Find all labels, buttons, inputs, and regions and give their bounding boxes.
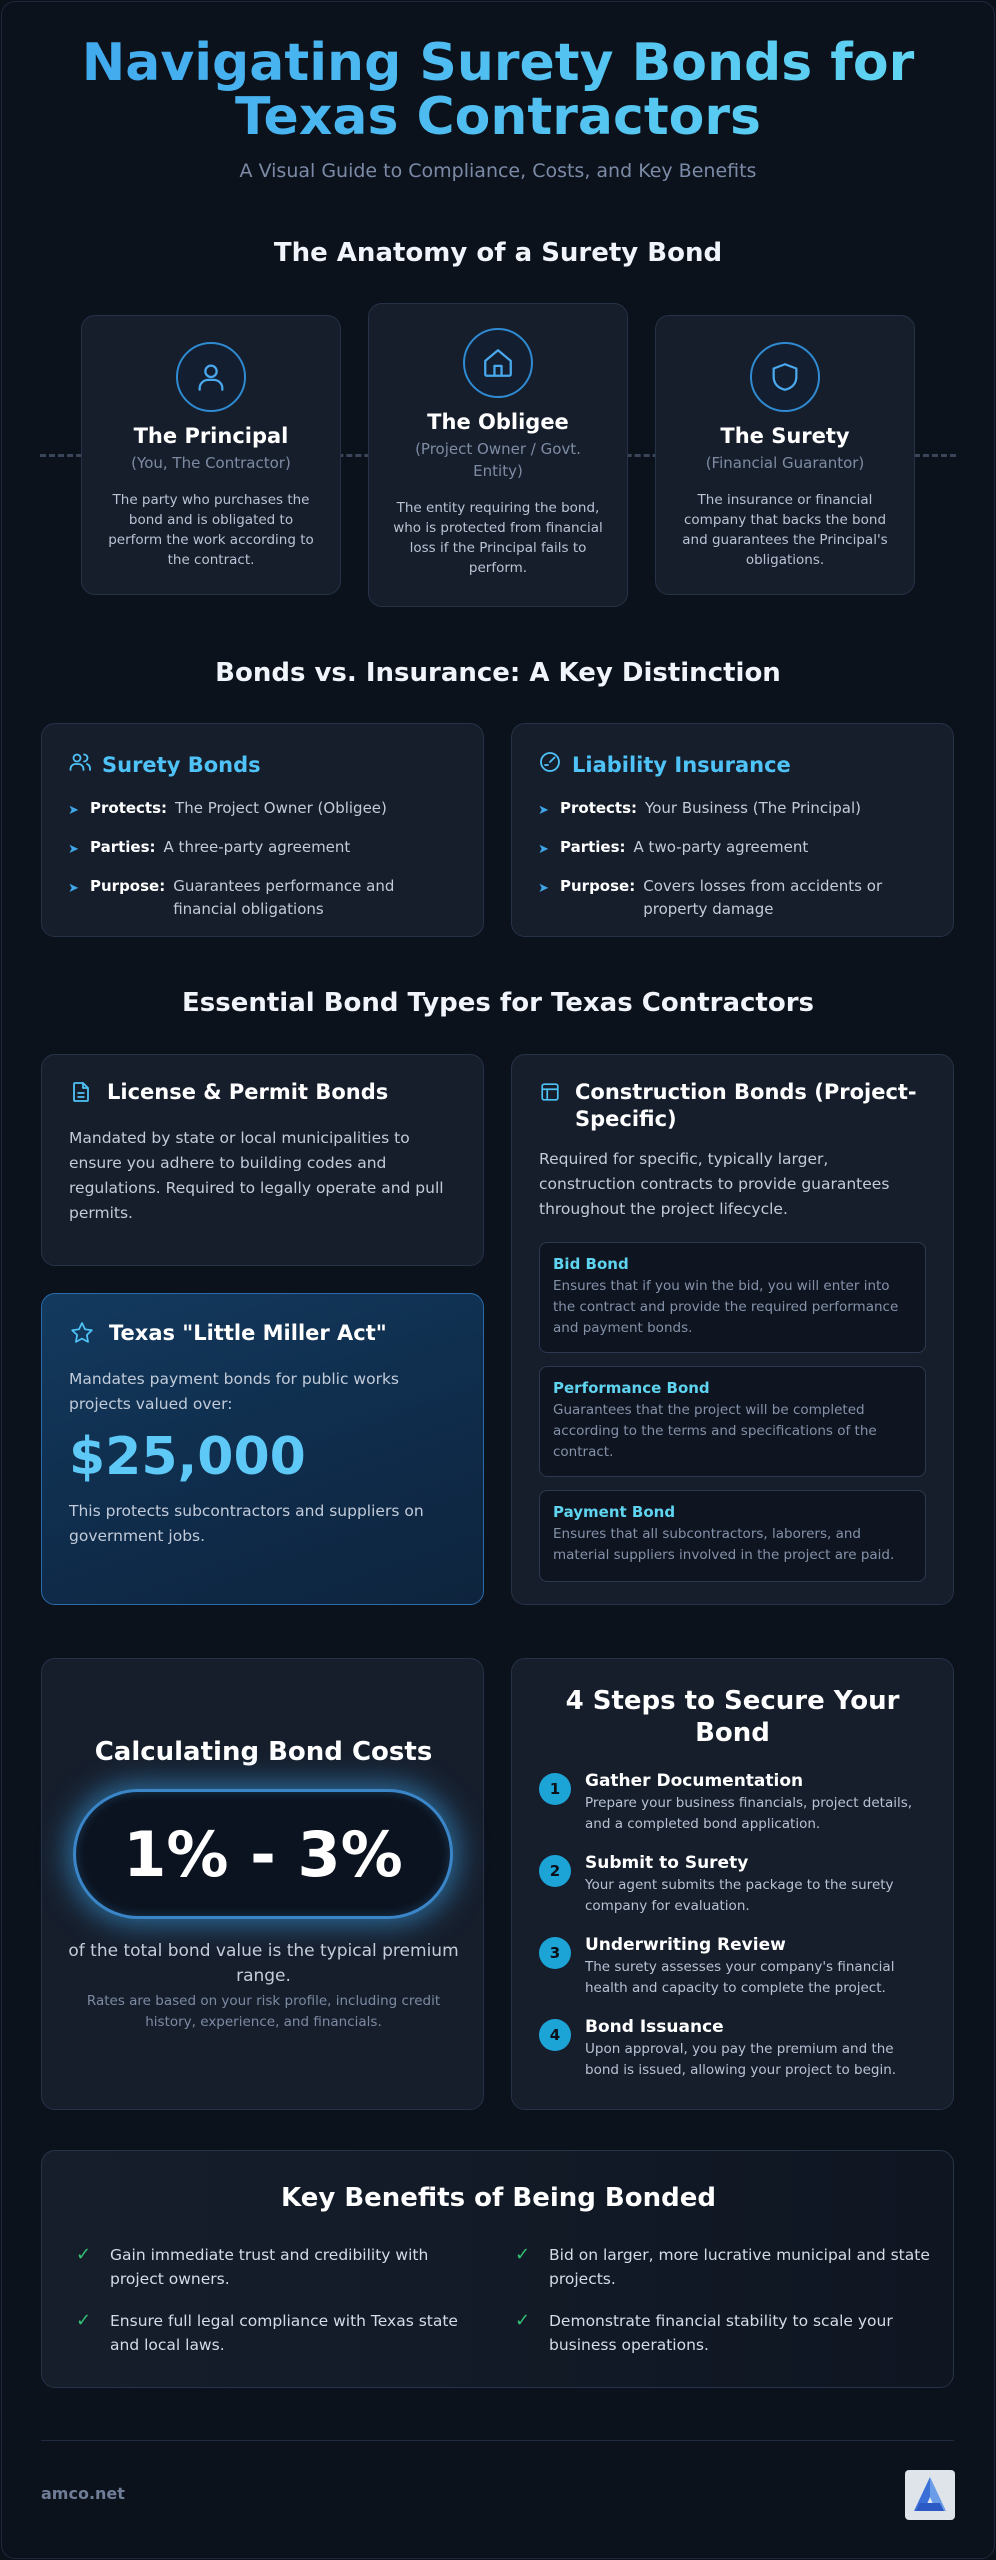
arrow-icon: ➤ bbox=[538, 881, 549, 896]
shield-icon bbox=[750, 342, 820, 412]
sub-card-title: Performance Bond bbox=[553, 1379, 710, 1397]
card-title: Liability Insurance bbox=[572, 752, 791, 777]
check-icon: ✓ bbox=[515, 2310, 531, 2331]
sub-card-title: Payment Bond bbox=[553, 1503, 676, 1521]
check-icon: ✓ bbox=[76, 2310, 92, 2331]
step-title: Underwriting Review bbox=[585, 1935, 786, 1955]
amco-logo-icon[interactable] bbox=[905, 2470, 955, 2520]
benefit-item: ✓ Gain immediate trust and credibility with project owners. bbox=[76, 2244, 429, 2288]
step-item bbox=[539, 1853, 926, 1917]
principal-card bbox=[81, 315, 341, 595]
step-number: 3 bbox=[539, 1937, 571, 1969]
obligee-card bbox=[368, 303, 628, 607]
sub-card-desc: Guarantees that the project will be completed according to the terms and specifications of the contract. bbox=[553, 1402, 877, 1460]
card-title: Calculating Bond Costs bbox=[94, 1737, 433, 1767]
surety-bonds-card bbox=[41, 723, 484, 937]
sub-card-title: Bid Bond bbox=[553, 1255, 629, 1273]
card-title: Construction Bonds (Project-Specific) bbox=[575, 1080, 917, 1131]
document-icon bbox=[69, 1079, 93, 1112]
list-item: ➤ Parties: A three-party agreement bbox=[68, 836, 457, 861]
benefit-item: ✓ Bid on larger, more lucrative municipal and state projects. bbox=[515, 2244, 930, 2288]
step-item bbox=[539, 2017, 926, 2081]
sub-card-desc: Ensures that all subcontractors, laborers, and material suppliers involved in the project are paid. bbox=[553, 1526, 895, 1563]
card-desc: Mandates payment bonds for public works projects valued over: bbox=[69, 1370, 399, 1413]
license-permit-card bbox=[41, 1054, 484, 1266]
arrow-icon: ➤ bbox=[68, 842, 79, 857]
card-desc: Required for specific, typically larger, construction contracts to provide guarantees throughout the project lifecycle. bbox=[539, 1150, 890, 1218]
arrow-icon: ➤ bbox=[538, 803, 549, 818]
check-icon: ✓ bbox=[76, 2244, 92, 2265]
threshold-amount: $25,000 bbox=[69, 1427, 306, 1487]
footer-divider bbox=[41, 2440, 954, 2441]
party-name: The Principal bbox=[133, 424, 289, 448]
comparison-title: Bonds vs. Insurance: A Key Distinction bbox=[215, 658, 781, 688]
liability-insurance-card bbox=[511, 723, 954, 937]
step-item bbox=[539, 1771, 926, 1835]
bid-bond-card bbox=[539, 1242, 926, 1353]
gauge-icon bbox=[538, 750, 562, 779]
step-title: Submit to Surety bbox=[585, 1853, 749, 1873]
step-number: 1 bbox=[539, 1773, 571, 1805]
performance-bond-card bbox=[539, 1366, 926, 1477]
users-icon bbox=[68, 750, 92, 779]
house-icon bbox=[463, 328, 533, 398]
person-icon bbox=[176, 342, 246, 412]
step-number: 4 bbox=[539, 2019, 571, 2051]
steps-card bbox=[511, 1658, 954, 2110]
step-number: 2 bbox=[539, 1855, 571, 1887]
footer-site-link[interactable]: amco.net bbox=[41, 2484, 125, 2503]
party-desc: The entity requiring the bond, who is protected from financial loss if the Principal fails to perform. bbox=[393, 500, 603, 576]
benefit-item: ✓ Demonstrate financial stability to scale your business operations. bbox=[515, 2310, 893, 2354]
star-icon bbox=[69, 1320, 95, 1353]
step-desc: Upon approval, you pay the premium and the bond is issued, allowing your project to begin. bbox=[585, 2041, 897, 2078]
party-name: The Surety bbox=[720, 424, 850, 448]
card-title: 4 Steps to Secure Your Bond bbox=[565, 1686, 900, 1748]
step-desc: The surety assesses your company's financial health and capacity to complete the project. bbox=[585, 1959, 895, 1996]
list-item: ➤ Protects: The Project Owner (Obligee) bbox=[68, 797, 457, 822]
cost-range: 1% - 3% bbox=[123, 1817, 403, 1891]
bond-costs-card bbox=[41, 1658, 484, 2110]
sub-card-desc: Ensures that if you win the bid, you will enter into the contract and provide the required performance and payment bonds. bbox=[553, 1278, 899, 1336]
layout-icon bbox=[539, 1079, 561, 1110]
step-desc: Prepare your business financials, project details, and a completed bond application. bbox=[585, 1795, 913, 1832]
page-subtitle: A Visual Guide to Compliance, Costs, and Key Benefits bbox=[239, 160, 757, 182]
construction-bonds-card bbox=[511, 1054, 954, 1605]
card-desc: Mandated by state or local municipalities to ensure you adhere to building codes and regulations. Required to legally operate and pull permits. bbox=[69, 1129, 444, 1222]
surety-card bbox=[655, 315, 915, 595]
arrow-icon: ➤ bbox=[68, 881, 79, 896]
list-item: ➤ Protects: Your Business (The Principal) bbox=[538, 797, 927, 822]
page-title: Navigating Surety Bonds for Texas Contractors bbox=[0, 36, 996, 144]
cost-range-pill bbox=[73, 1789, 453, 1919]
party-desc: The party who purchases the bond and is obligated to perform the work according to the contract. bbox=[108, 492, 314, 568]
card-title: Key Benefits of Being Bonded bbox=[281, 2183, 716, 2213]
party-name: The Obligee bbox=[427, 410, 569, 434]
party-role: (Financial Guarantor) bbox=[705, 454, 865, 472]
payment-bond-card bbox=[539, 1490, 926, 1582]
card-title: License & Permit Bonds bbox=[107, 1080, 389, 1104]
cost-note: Rates are based on your risk profile, including credit history, experience, and financials. bbox=[86, 1993, 441, 2030]
step-title: Gather Documentation bbox=[585, 1771, 804, 1791]
party-role: (Project Owner / Govt. Entity) bbox=[415, 440, 581, 480]
step-item bbox=[539, 1935, 926, 1999]
benefit-item: ✓ Ensure full legal compliance with Texas state and local laws. bbox=[76, 2310, 458, 2354]
list-item: ➤ Parties: A two-party agreement bbox=[538, 836, 927, 861]
arrow-icon: ➤ bbox=[68, 803, 79, 818]
anatomy-title: The Anatomy of a Surety Bond bbox=[273, 238, 723, 268]
cost-desc: of the total bond value is the typical premium range. bbox=[68, 1941, 459, 1986]
card-title: Texas "Little Miller Act" bbox=[109, 1321, 387, 1345]
card-note: This protects subcontractors and suppliers on government jobs. bbox=[69, 1502, 424, 1545]
arrow-icon: ➤ bbox=[538, 842, 549, 857]
step-desc: Your agent submits the package to the surety company for evaluation. bbox=[585, 1877, 894, 1914]
list-item: ➤ Purpose: Guarantees performance and financial obligations bbox=[68, 877, 395, 918]
check-icon: ✓ bbox=[515, 2244, 531, 2265]
list-item: ➤ Purpose: Covers losses from accidents or property damage bbox=[538, 877, 883, 918]
party-desc: The insurance or financial company that backs the bond and guarantees the Principal's obligations. bbox=[682, 492, 888, 568]
card-title: Surety Bonds bbox=[102, 752, 261, 777]
bond-types-title: Essential Bond Types for Texas Contractors bbox=[182, 988, 814, 1018]
step-title: Bond Issuance bbox=[585, 2017, 724, 2037]
little-miller-act-card bbox=[41, 1293, 484, 1605]
party-role: (You, The Contractor) bbox=[131, 454, 291, 472]
benefits-card bbox=[41, 2150, 954, 2388]
